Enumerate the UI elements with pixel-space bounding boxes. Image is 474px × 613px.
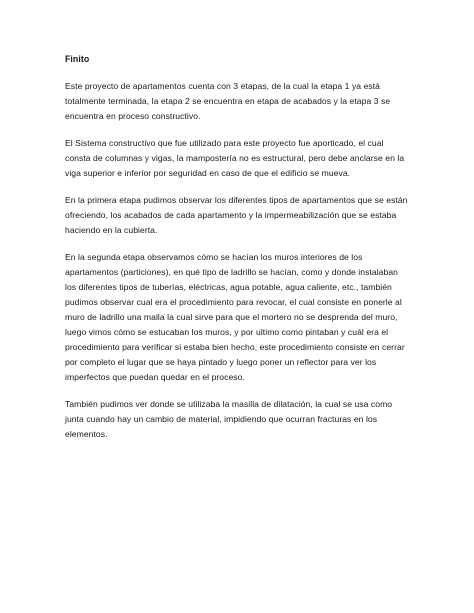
paragraph-intro: Este proyecto de apartamentos cuenta con 3 etapas, de la cual la etapa 1 ya está totalmente terminada, la etapa 2 se encuentra en etapa de acabados y la etapa 3 se encuentra en proceso constructivo. [65, 81, 391, 121]
paragraph-construction-system: El Sistema constructivo que fue utilizado para este proyecto fue aporticado, el cual consta de columnas y vigas, la mampostería no es estructural, pero debe anclarse en la viga superior e inferior por seguridad en caso de que el edificio se mueva. [65, 138, 405, 178]
document-body [65, 52, 410, 454]
paragraph-first-stage: En la primera etapa pudimos observar los diferentes tipos de apartamentos que se están ofreciendo, los acabados de cada apartamento y la impermeabilización que se estaba haciendo en la cubierta. [65, 195, 408, 235]
paragraph-second-stage: En la segunda etapa observamos cómo se hacían los muros interiores de los apartamentos (particiones), en qué tipo de ladrillo se hacían, como y donde instalaban los diferentes tipos de tuberías, eléctricas, agua potable, agua caliente, etc., también pudimos observar cual era el procedimiento para revocar, el cual consiste en ponerle al muro de ladrillo una malla la cual sirve para que el mortero no se desprenda del muro, luego vimos cómo se estucaban los muros, y por ultimo como pintaban y cuál era el procedimiento para verificar si estaba bien hecho, este procedimiento consiste en cerrar por completo el lugar que se haya pintado y luego poner un reflector para ver los imperfectos que puedan quedar en el proceso. [65, 252, 405, 382]
document-title: Finito [65, 54, 90, 64]
paragraph-dilatation: También pudimos ver donde se utilizaba la masilla de dilatación, la cual se usa como junta cuando hay un cambio de material, impidiendo que ocurran fracturas en los elementos. [65, 399, 393, 439]
